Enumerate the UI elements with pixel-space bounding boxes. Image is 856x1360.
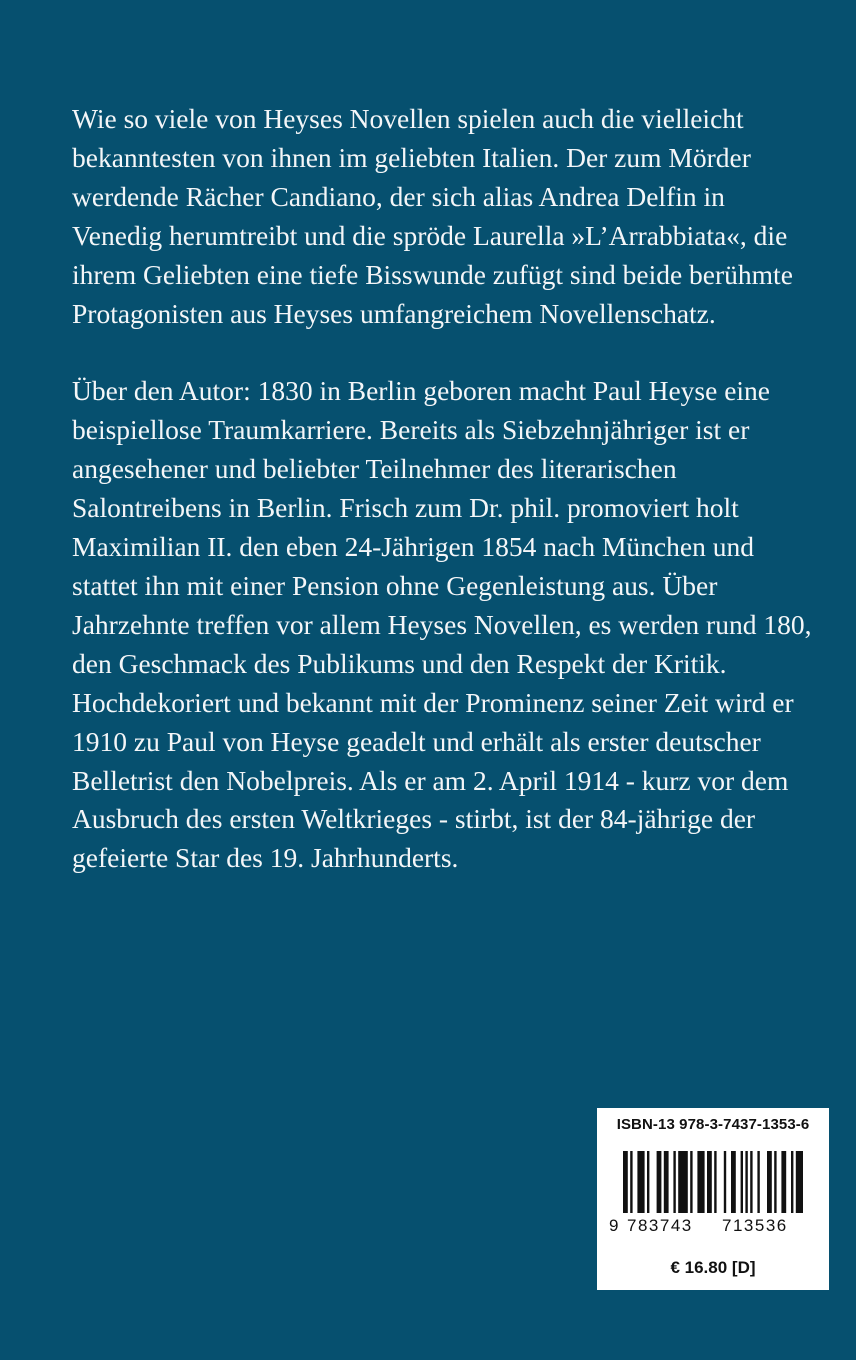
barcode-bar-17 (757, 1151, 759, 1213)
barcode-bar-18 (767, 1151, 772, 1213)
blurb-paragraph-author-bio: Über den Autor: 1830 in Berlin geboren macht Paul Heyse eine beispiellose Traumkarriere. Bereits als Siebzehnjähriger ist er angesehener und beliebter Teilnehmer des literarischen Salontreibens in Berlin. Frisch zum Dr. phil. promoviert holt Maximilian II. den eben 24-Jährigen 1854 nach München und stattet ihn mit einer Pension ohne Gegenleistung aus. Über Jahrzehnte treffen vor allem Heyses Novellen, es werden rund 180, den Geschmack des Publikums und den Respekt der Kritik. Hochdekoriert und bekannt mit der Prominenz seiner Zeit wird er 1910 zu Paul von Heyse geadelt und erhält als erster deutscher Belletrist den Nobelpreis. Als er am 2. April 1914 - kurz vor dem Ausbruch des ersten Weltkrieges - stirbt, ist der 84-jährige der gefeierte Star des 19. Jahrhunderts. (72, 375, 812, 874)
barcode-bar-16 (750, 1151, 752, 1213)
barcode-bar-13 (731, 1151, 736, 1213)
barcode-bar-8 (690, 1151, 692, 1213)
barcode-bar-15 (745, 1151, 747, 1213)
barcode-bar-21 (791, 1151, 793, 1213)
barcode-bar-2 (637, 1151, 644, 1213)
barcode-bar-4 (657, 1151, 662, 1213)
barcode-bar-3 (647, 1151, 649, 1213)
barcode-bar-20 (781, 1151, 786, 1213)
barcode-digit-group-left: 783743 (627, 1216, 693, 1235)
barcode-bars (623, 1151, 803, 1213)
barcode-bar-0 (623, 1151, 628, 1213)
barcode-bar-22 (796, 1151, 803, 1213)
isbn-barcode-box (597, 1108, 829, 1290)
barcode-bar-14 (741, 1151, 743, 1213)
blurb-paragraph-description: Wie so viele von Heyses Novellen spielen auch die vielleicht bekanntesten von ihnen im geliebten Italien. Der zum Mörder werdende Rächer Candiano, der sich alias Andrea Delfin in Venedig herumtreibt und die spröde Laurella »L’Arrabbiata«, die ihrem Geliebten eine tiefe Bisswunde zufügt sind beide berühmte Protagonisten aus Heyses umfangreichem Novellenschatz. (72, 103, 793, 329)
barcode-bar-1 (630, 1151, 632, 1213)
barcode-bar-7 (678, 1151, 688, 1213)
isbn-label: ISBN-13 978-3-7437-1353-6 (616, 1116, 810, 1133)
price-label: € 16.80 [D] (670, 1258, 756, 1277)
barcode-digit-group-right: 713536 (722, 1216, 788, 1235)
barcode-bar-19 (774, 1151, 776, 1213)
blurb-text (72, 100, 812, 917)
barcode-digit-first: 9 (609, 1216, 619, 1235)
barcode-bar-10 (707, 1151, 712, 1213)
barcode-bar-6 (673, 1151, 675, 1213)
barcode-bar-5 (664, 1151, 669, 1213)
barcode-bar-11 (714, 1151, 716, 1213)
barcode-bar-12 (724, 1151, 726, 1213)
barcode-bar-9 (697, 1151, 704, 1213)
